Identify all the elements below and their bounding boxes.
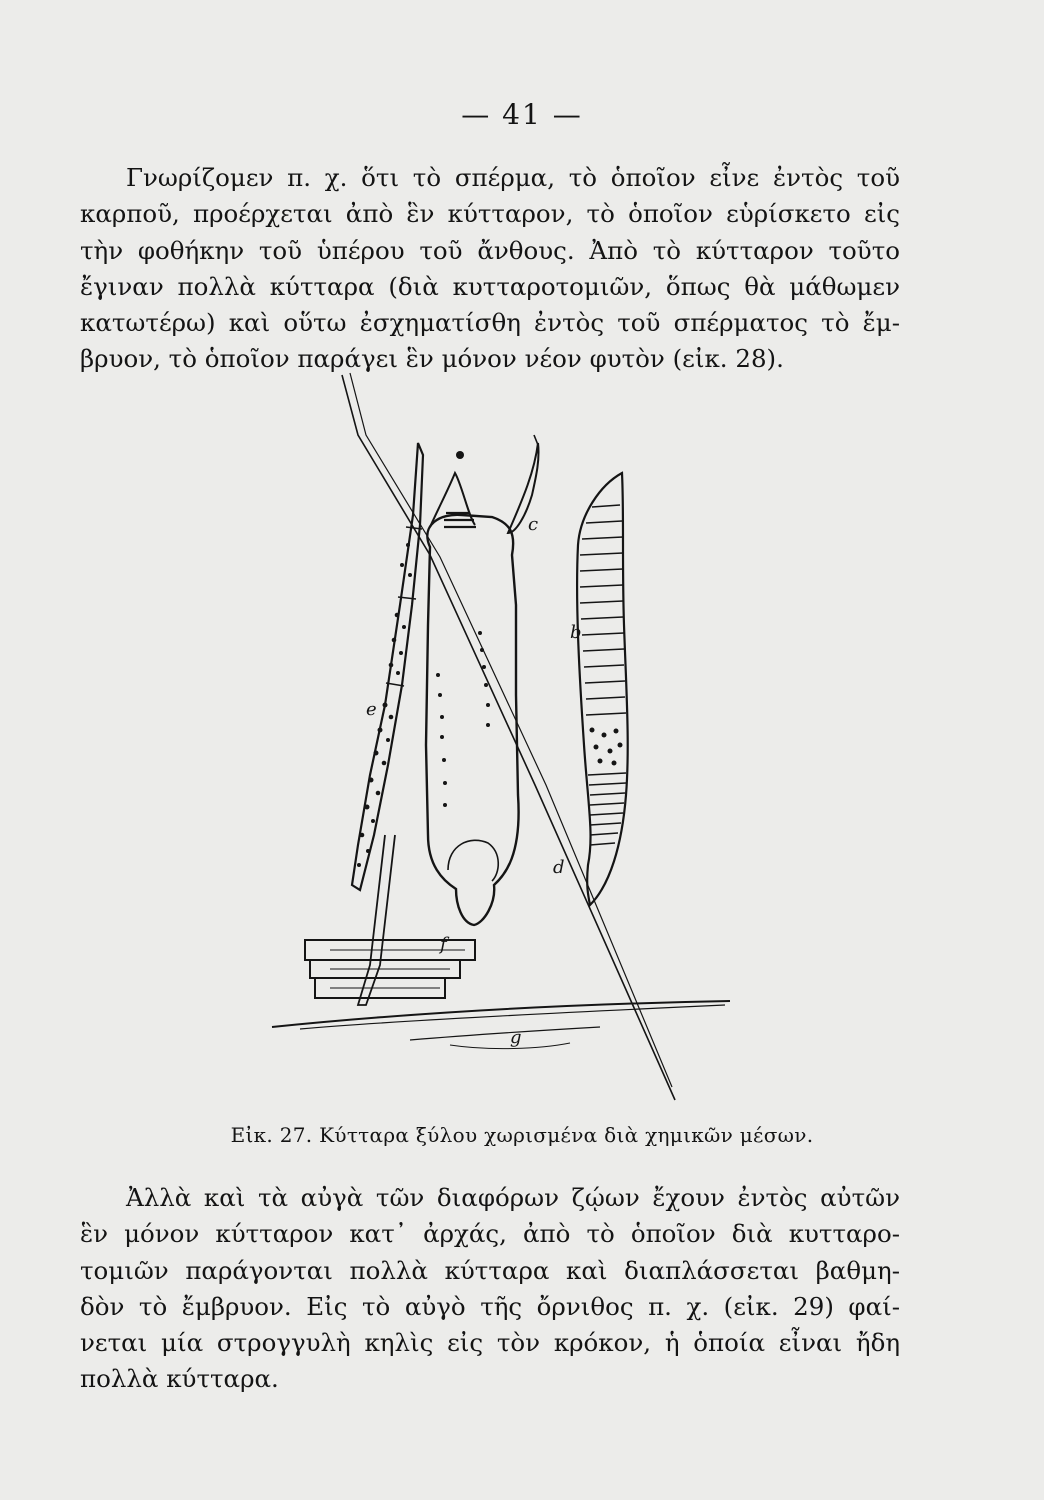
cell-a-inner-bottom	[448, 840, 498, 881]
label-g: g	[510, 1027, 522, 1048]
text-line: πολλὰ κύτταρα.	[80, 1364, 279, 1394]
label-e: e	[366, 699, 377, 720]
text-line: Ἀλλὰ καὶ τὰ αὐγὰ τῶν διαφόρων ζῴων ἔχουν ἐντὸς αὐτῶν	[126, 1183, 900, 1212]
text-line: ἓν μόνον κύτταρον κατ᾽ ἀρχάς, ἀπὸ τὸ ὁποῖον διὰ κυτταρο-	[80, 1219, 900, 1249]
label-d: d	[553, 857, 565, 878]
fiber-g	[272, 1001, 730, 1027]
text-line: καρποῦ, προέρχεται ἀπὸ ἓν κύτταρον, τὸ ὁποῖον εὑρίσκετο εἰς	[80, 199, 900, 229]
cell-e	[352, 443, 423, 890]
cell-b-pits	[590, 728, 623, 766]
text-line: βρυον, τὸ ὁποῖον παράγει ἓν μόνον νέον φυτὸν (εἰκ. 28).	[80, 344, 784, 374]
text-line: δὸν τὸ ἔμβρυον. Εἰς τὸ αὐγὸ τῆς ὄρνιθος π. χ. (εἰκ. 29) φαί-	[80, 1291, 900, 1321]
cell-f	[305, 940, 475, 998]
figure-caption: Εἰκ. 27. Κύτταρα ξύλου χωρισμένα διὰ χημικῶν μέσων.	[230, 1123, 814, 1147]
text-line: Γνωρίζομεν π. χ. ὅτι τὸ σπέρμα, τὸ ὁποῖον εἶνε ἐντὸς τοῦ	[126, 163, 900, 192]
label-f: f	[440, 934, 447, 955]
page-number: — 41 —	[461, 98, 583, 131]
paragraph-2	[80, 1180, 900, 1398]
cell-f-rod	[358, 835, 395, 1005]
paragraph-1	[80, 160, 900, 378]
text-line: τὴν φοθήκην τοῦ ὑπέρου τοῦ ἄνθους. Ἀπὸ τὸ κύτταρον τοῦτο	[80, 235, 900, 265]
label-b: b	[570, 622, 582, 643]
text-line: νεται μία στρογγυλὴ κηλὶς εἰς τὸν κρόκον, ἡ ὁποία εἶναι ἤδη	[80, 1328, 900, 1358]
label-c: c	[528, 514, 539, 535]
text-line: τομιῶν παράγονται πολλὰ κύτταρα καὶ διαπλάσσεται βαθμη-	[80, 1255, 900, 1285]
text-line: ἔγιναν πολλὰ κύτταρα (διὰ κυτταροτομιῶν, ὅπως θὰ μάθωμεν	[80, 271, 900, 301]
text-line: κατωτέρω) καὶ οὕτω ἐσχηματίσθη ἐντὸς τοῦ σπέρματος τὸ ἔμ-	[80, 308, 900, 338]
wood-cells-illustration	[270, 365, 740, 1115]
